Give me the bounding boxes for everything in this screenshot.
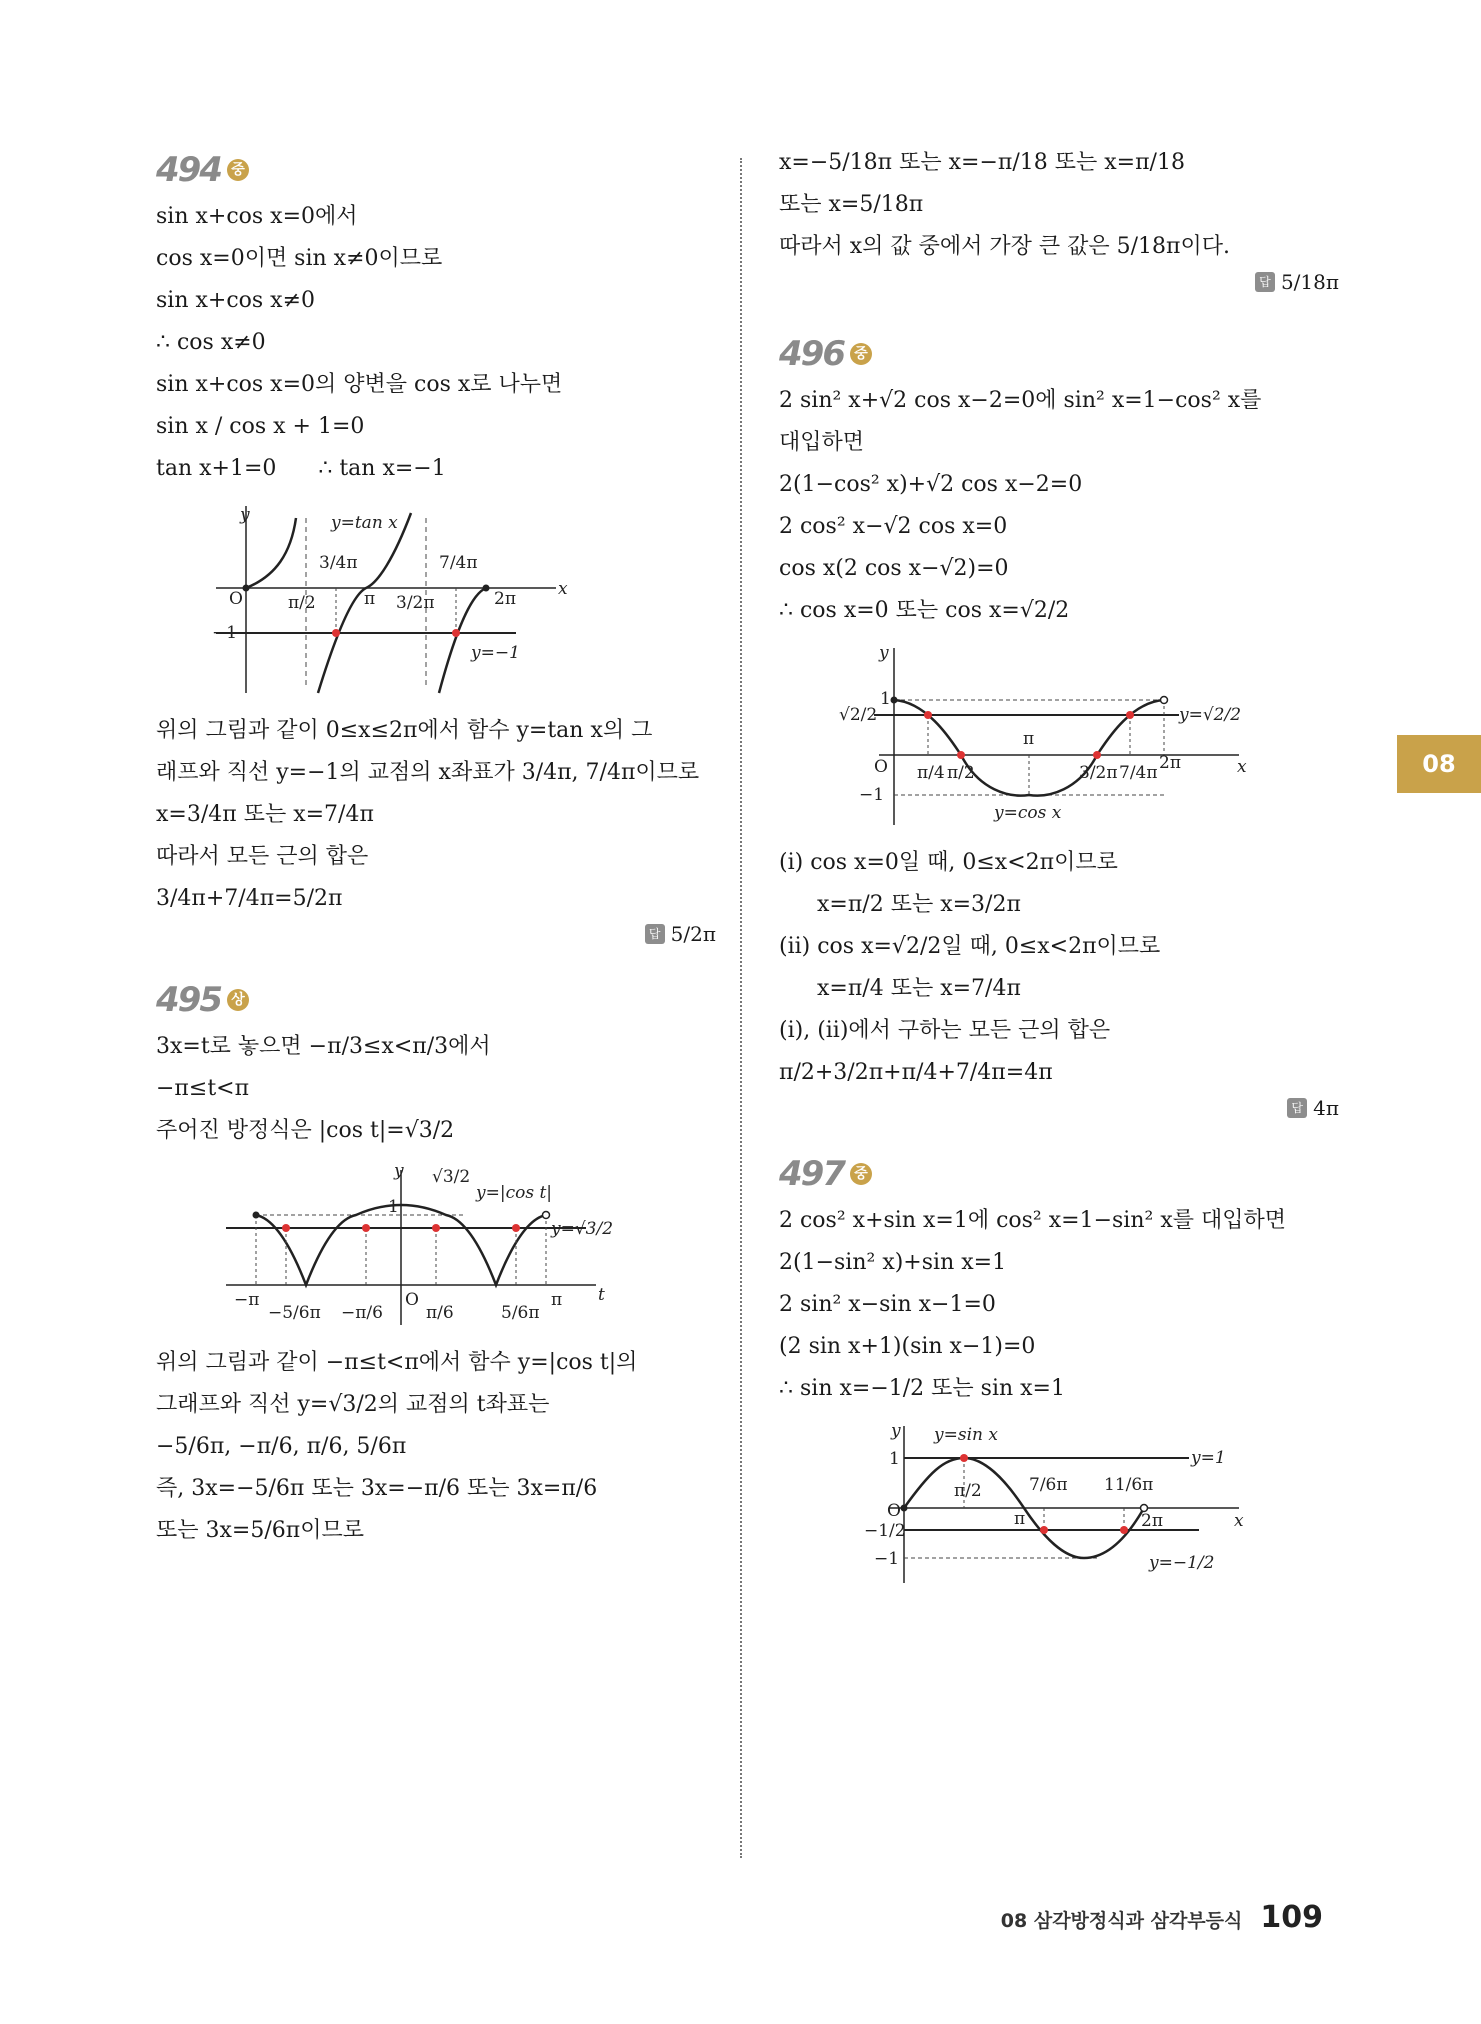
- right-column: [779, 150, 1339, 1622]
- solution-line: 2(1−cos² x)+√2 cos x−2=0: [779, 472, 1083, 497]
- solution-line: 그래프와 직선 y=√3/2의 교점의 t좌표는: [156, 1392, 550, 1417]
- solution-line: ∴ cos x=0 또는 cos x=√2/2: [779, 598, 1070, 623]
- solution-line: 위의 그림과 같이 0≤x≤2π에서 함수 y=tan x의 그: [156, 718, 653, 743]
- solution-line: 2 cos² x+sin x=1에 cos² x=1−sin² x를 대입하면: [779, 1208, 1286, 1233]
- tick-label: −π: [234, 1290, 260, 1310]
- tick-label: π: [364, 589, 376, 609]
- tick-label: 3/2π: [396, 593, 435, 613]
- solution-line: tan x+1=0 ∴ tan x=−1: [156, 456, 446, 481]
- tick-label: π/2: [954, 1481, 982, 1501]
- solution-line: (i), (ii)에서 구하는 모든 근의 합은: [779, 1018, 1111, 1043]
- curve-label: y=sin x: [934, 1425, 998, 1445]
- solution-line: cos x=0이면 sin x≠0이므로: [156, 246, 443, 271]
- solution-line: x=π/2 또는 x=3/2π: [817, 892, 1021, 917]
- difficulty-badge: 상: [227, 989, 249, 1011]
- page-number: 109: [1260, 1900, 1323, 1935]
- answer-icon: 답: [1287, 1098, 1307, 1118]
- origin-label: O: [405, 1290, 419, 1310]
- axis-x-label: x: [558, 579, 568, 599]
- tick-label: π/2: [947, 763, 975, 783]
- neg-one-label: −1: [874, 1549, 900, 1569]
- abs-cos-graph: [156, 1160, 616, 1330]
- problem-number: 497: [779, 1154, 844, 1194]
- solution-line: cos x(2 cos x−√2)=0: [779, 556, 1009, 581]
- solution-line: (2 sin x+1)(sin x−1)=0: [779, 1334, 1036, 1359]
- solution-line: x=3/4π 또는 x=7/4π: [156, 802, 374, 827]
- intersection-point: [332, 629, 340, 637]
- problem-number: 495: [156, 980, 221, 1020]
- tick-label: π: [1023, 729, 1035, 749]
- tick-label: 11/6π: [1104, 1475, 1154, 1495]
- cos-graph: [779, 640, 1249, 830]
- tick-label: π/2: [288, 593, 316, 613]
- answer-icon: 답: [645, 924, 665, 944]
- tick-label: 5/6π: [501, 1303, 540, 1323]
- point-label: 3/4π: [319, 553, 358, 573]
- solution-line: ∴ cos x≠0: [156, 330, 266, 355]
- tick-label: 7/6π: [1029, 1475, 1068, 1495]
- solution-line: x=π/4 또는 x=7/4π: [817, 976, 1021, 1001]
- one-label: 1: [889, 1449, 900, 1469]
- tick-label: π/6: [426, 1303, 454, 1323]
- axis-y-label: y: [879, 643, 889, 663]
- tick-label: 7/4π: [1119, 763, 1158, 783]
- one-label: 1: [388, 1197, 399, 1217]
- solution-line: ∴ sin x=−1/2 또는 sin x=1: [779, 1376, 1065, 1401]
- neg-one-label: −1: [859, 785, 885, 805]
- origin-label: O: [887, 1501, 901, 1521]
- answer-box: [156, 922, 716, 946]
- answer-value: 5/18π: [1280, 270, 1339, 294]
- solution-line: x=−5/18π 또는 x=−π/18 또는 x=π/18: [779, 150, 1185, 175]
- solution-line: 2(1−sin² x)+sin x=1: [779, 1250, 1007, 1275]
- solution-line: (ii) cos x=√2/2일 때, 0≤x<2π이므로: [779, 934, 1161, 959]
- answer-value: 4π: [1313, 1096, 1339, 1120]
- tick-label: 2π: [1159, 753, 1181, 773]
- curve-label: y=|cos t|: [476, 1183, 553, 1203]
- one-label: 1: [880, 689, 891, 709]
- tick-label: π: [551, 1290, 563, 1310]
- line-label: y=√2/2: [1179, 705, 1242, 725]
- solution-line: 2 cos² x−√2 cos x=0: [779, 514, 1008, 539]
- left-column: [156, 150, 716, 1578]
- answer-icon: 답: [1255, 272, 1275, 292]
- solution-line: −π≤t<π: [156, 1076, 250, 1101]
- top-label: √3/2: [432, 1167, 471, 1187]
- chapter-tab: 08: [1397, 735, 1481, 793]
- intersection-point: [452, 629, 460, 637]
- problem-496: [779, 334, 1339, 1120]
- solution-line: 2 sin² x+√2 cos x−2=0에 sin² x=1−cos² x를: [779, 388, 1262, 413]
- axis-y-label: y: [394, 1161, 404, 1181]
- solution-line: 또는 x=5/18π: [779, 192, 924, 217]
- solution-line: −5/6π, −π/6, π/6, 5/6π: [156, 1434, 407, 1459]
- tick-label: 2π: [494, 589, 516, 609]
- solution-line: sin x+cos x≠0: [156, 288, 316, 313]
- left-label: √2/2: [839, 705, 878, 725]
- point-label: 7/4π: [439, 553, 478, 573]
- solution-line: 위의 그림과 같이 −π≤t<π에서 함수 y=|cos t|의: [156, 1350, 638, 1375]
- axis-y-label: y: [240, 505, 250, 525]
- problem-495: [156, 980, 716, 1544]
- tick-label: −5/6π: [268, 1303, 321, 1323]
- solution-line: 따라서 x의 값 중에서 가장 큰 값은 5/18π이다.: [779, 234, 1230, 259]
- footer-chapter-title: 08 삼각방정식과 삼각부등식: [1000, 1910, 1243, 1932]
- curve-label: y=tan x: [331, 513, 398, 533]
- sin-graph: [779, 1418, 1249, 1588]
- line-label: y=√3/2: [551, 1219, 614, 1239]
- curve-label: y=cos x: [994, 803, 1062, 823]
- problem-497: [779, 1154, 1339, 1588]
- answer-box: [779, 1096, 1339, 1120]
- page-footer: [1001, 1900, 1323, 1935]
- solution-line: 래프와 직선 y=−1의 교점의 x좌표가 3/4π, 7/4π이므로: [156, 760, 700, 785]
- tan-graph: [156, 498, 576, 698]
- solution-line: sin x+cos x=0에서: [156, 204, 358, 229]
- tick-label: −π/6: [341, 1303, 383, 1323]
- problem-494: [156, 150, 716, 946]
- origin-label: O: [229, 589, 243, 609]
- line-label-bottom: y=−1/2: [1149, 1553, 1215, 1573]
- axis-x-label: x: [1234, 1511, 1244, 1531]
- solution-line: 즉, 3x=−5/6π 또는 3x=−π/6 또는 3x=π/6: [156, 1476, 598, 1501]
- line-label-top: y=1: [1191, 1448, 1226, 1468]
- tick-label: 3/2π: [1079, 763, 1118, 783]
- solution-line: sin x / cos x + 1=0: [156, 414, 365, 439]
- solution-line: 2 sin² x−sin x−1=0: [779, 1292, 996, 1317]
- solution-line: 3/4π+7/4π=5/2π: [156, 886, 343, 911]
- tick-label: π: [1014, 1509, 1026, 1529]
- difficulty-badge: 중: [850, 343, 872, 365]
- solution-line: sin x+cos x=0의 양변을 cos x로 나누면: [156, 372, 563, 397]
- solution-line: 대입하면: [779, 430, 865, 455]
- solution-line: 주어진 방정식은 |cos t|=√3/2: [156, 1118, 455, 1143]
- problem-number: 496: [779, 334, 844, 374]
- neg-one-label: −1: [212, 623, 238, 643]
- answer-box: [779, 270, 1339, 294]
- column-divider: [740, 158, 742, 1858]
- solution-line: 3x=t로 놓으면 −π/3≤x<π/3에서: [156, 1034, 491, 1059]
- axis-x-label: x: [1237, 757, 1247, 777]
- neg-half-label: −1/2: [864, 1521, 906, 1541]
- line-label: y=−1: [471, 643, 520, 663]
- solution-line: (i) cos x=0일 때, 0≤x<2π이므로: [779, 850, 1118, 875]
- tick-label: π/4: [917, 763, 945, 783]
- origin-label: O: [874, 757, 888, 777]
- answer-value: 5/2π: [670, 922, 716, 946]
- difficulty-badge: 중: [227, 159, 249, 181]
- axis-x-label: t: [598, 1285, 605, 1305]
- solution-line: 따라서 모든 근의 합은: [156, 844, 369, 869]
- difficulty-badge: 중: [850, 1163, 872, 1185]
- axis-y-label: y: [891, 1421, 901, 1441]
- solution-line: 또는 3x=5/6π이므로: [156, 1518, 364, 1543]
- tick-label: 2π: [1141, 1511, 1163, 1531]
- solution-line: π/2+3/2π+π/4+7/4π=4π: [779, 1060, 1053, 1085]
- problem-number: 494: [156, 150, 221, 190]
